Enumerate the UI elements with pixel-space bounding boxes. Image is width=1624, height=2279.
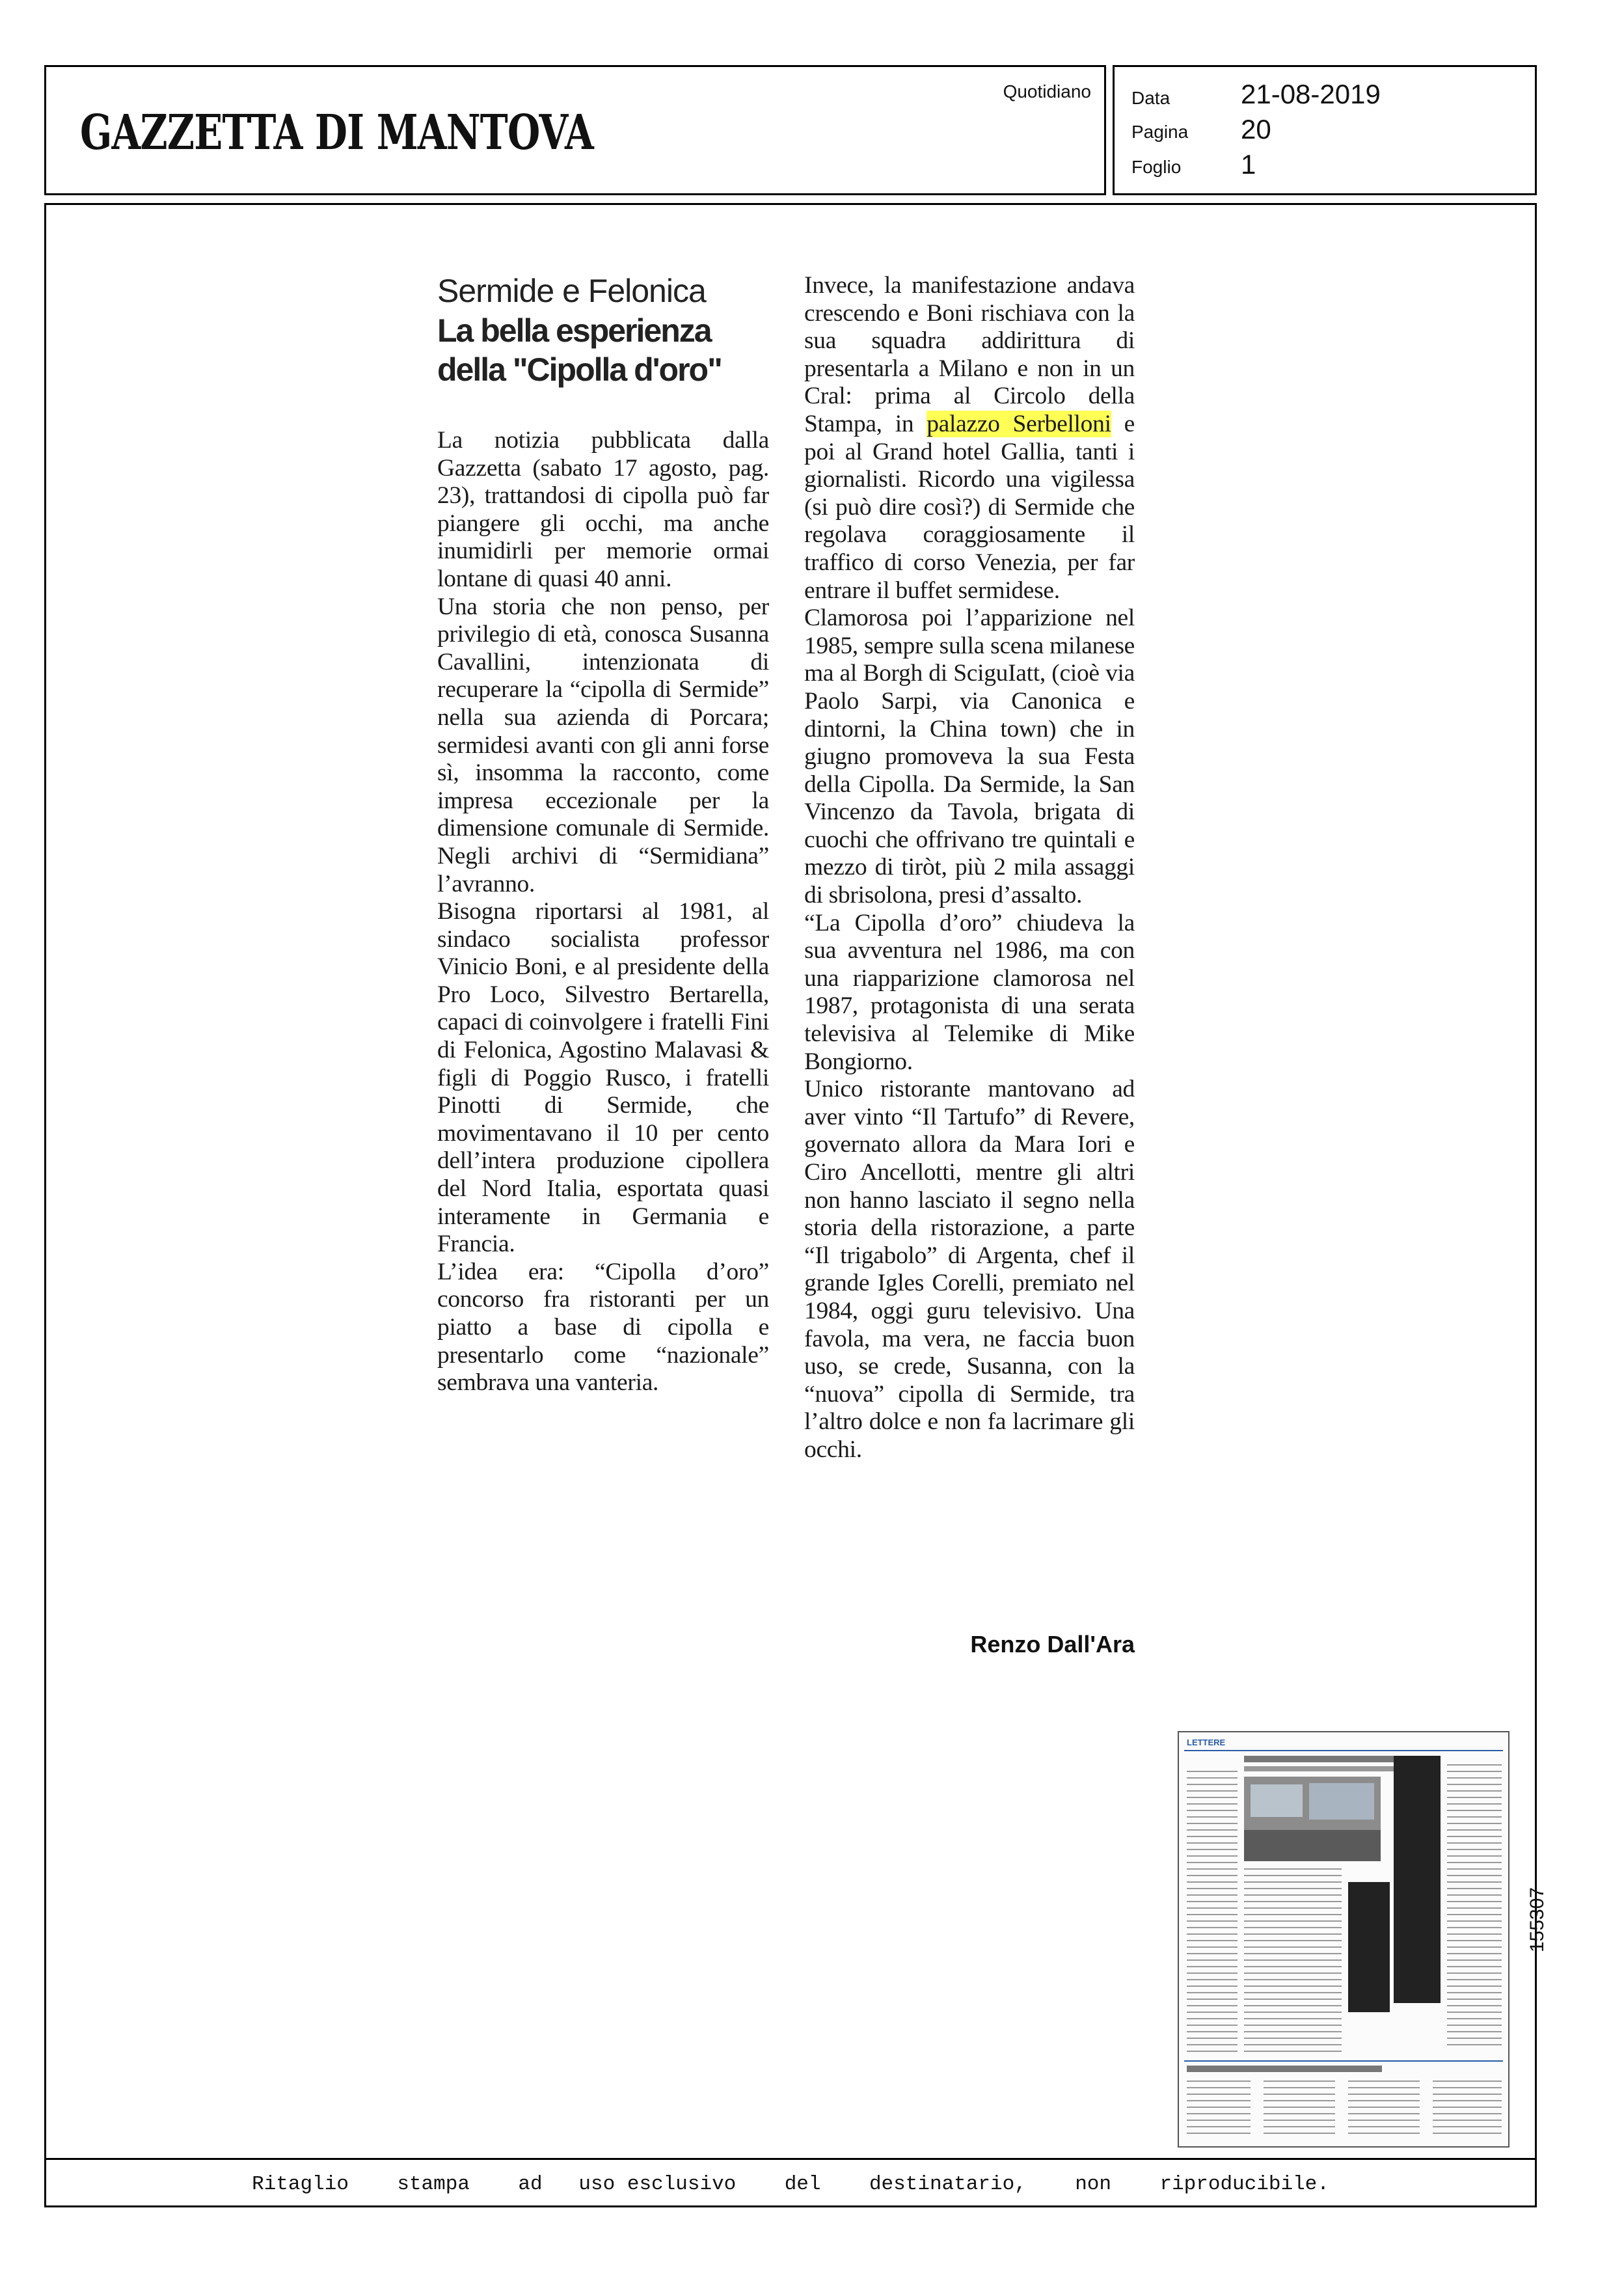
footer-word: stampa (397, 2172, 470, 2196)
page-thumbnail (1178, 1731, 1509, 2148)
meta-sheet-value: 1 (1241, 149, 1256, 180)
article-headline: La bella esperienza della "Cipolla d'oro" (437, 312, 722, 388)
footer-word: destinatario, (869, 2172, 1027, 2196)
article-kicker: Sermide e Felonica (437, 273, 706, 309)
paragraph (804, 272, 1135, 605)
meta-page-value: 20 (1241, 114, 1271, 144)
thumbnail-graphic (1179, 1732, 1508, 2146)
paragraph: Bisogna riportarsi al 1981, al sindaco socialista professor Vinicio Boni, e al presidente della Pro Loco, Silvestro Bertarella, capaci di coinvolgere i fratelli Fini di Felonica, Agostino Malavasi & figli di Poggio Rusco, i fratelli Pinotti di Sermide, che movimentavano il 10 per cento dell’intera produzione cipollera del Nord Italia, esportata quasi interamente in Germania e Francia. (437, 898, 769, 1258)
header-left-box (44, 65, 1106, 195)
footer-word: ad (518, 2172, 543, 2196)
footer-word: esclusivo (627, 2172, 737, 2196)
header-meta-box (1113, 65, 1537, 195)
article-byline: Renzo Dall'Ara (970, 1631, 1135, 1658)
article-column-2 (804, 272, 1135, 1464)
meta-sheet-label: Foglio (1131, 157, 1182, 177)
footer-word: Ritaglio (252, 2172, 349, 2196)
side-code: 155307 (1526, 1887, 1548, 1952)
highlighted-text: palazzo Serbelloni (927, 410, 1111, 437)
meta-page-label: Pagina (1131, 122, 1189, 142)
footer-divider (44, 2158, 1537, 2160)
text-run: e poi al Grand hotel Gallia, tanti i giornalisti. Ricordo una vigilessa (si può dire così?) di Sermide che regolava coraggiosamente il traffico di corso Venezia, per far entrare il buffet sermidese. (804, 410, 1135, 604)
paragraph: L’idea era: “Cipolla d’oro” concorso fra ristoranti per un piatto a base di cipolla e presentarlo come “nazionale” sembrava una vanteria. (437, 1258, 769, 1397)
paragraph: Una storia che non penso, per privilegio di età, conosca Susanna Cavallini, intenzionata di recuperare la “cipolla di Sermide” nella sua azienda di Porcara; sermidesi avanti con gli anni forse sì, insomma la racconto, come impresa eccezionale per la dimensione comunale di Sermide. Negli archivi di “Sermidiana” l’avranno. (437, 593, 769, 897)
footer-word: riproducibile. (1159, 2172, 1329, 2196)
thumbnail-section-label: LETTERE (1187, 1738, 1226, 1747)
footer-word: uso (578, 2172, 616, 2196)
publication-type: Quotidiano (1003, 81, 1091, 102)
footer-notice (46, 2164, 1536, 2204)
meta-date-label: Data (1131, 88, 1171, 108)
meta-date-value: 21-08-2019 (1241, 79, 1381, 109)
paragraph: La notizia pubblicata dalla Gazzetta (sabato 17 agosto, pag. 23), trattandosi di cipolla può far piangere gli occhi, ma anche inumidirli per memorie ormai lontane di quasi 40 anni. (437, 427, 769, 592)
paragraph: Unico ristorante mantovano ad aver vinto “Il Tartufo” di Revere, governato allora da Mara Iori e Ciro Ancellotti, mentre gli altri non hanno lasciato il segno nella storia della ristorazione, a parte “Il trigabolo” di Argenta, chef il grande Igles Corelli, premiato nel 1984, oggi guru televisivo. Una favola, ma vera, ne faccia buon uso, se crede, Susanna, con la “nuova” cipolla di Sermide, tra l’altro dolce e non fa lacrimare gli occhi. (804, 1076, 1135, 1463)
footer-word: non (1075, 2172, 1112, 2196)
footer-word: del (784, 2172, 821, 2196)
article-column-1 (437, 427, 769, 1397)
text-run: Invece, la manifestazione andava crescendo e Boni rischiava con la sua squadra addirittura di presentarla a Milano e non in un Cral: prima al Circolo della Stampa, in (804, 272, 1135, 437)
paragraph: “La Cipolla d’oro” chiudeva la sua avventura nel 1986, ma con una riapparizione clamorosa nel 1987, protagonista di una serata televisiva al Telemike di Mike Bongiorno. (804, 909, 1135, 1075)
paragraph: Clamorosa poi l’apparizione nel 1985, sempre sulla scena milanese ma al Borgh di SciguIatt, (cioè via Paolo Sarpi, via Canonica e dintorni, la China town) che in giugno promoveva la sua Festa della Cipolla. Da Sermide, la San Vincenzo da Tavola, brigata di cuochi che offrivano tre quintali e mezzo di tiròt, più 2 mila assaggi di sbrisolona, presi d’assalto. (804, 605, 1135, 909)
masthead: GAZZETTA DI MANTOVA (80, 105, 593, 161)
